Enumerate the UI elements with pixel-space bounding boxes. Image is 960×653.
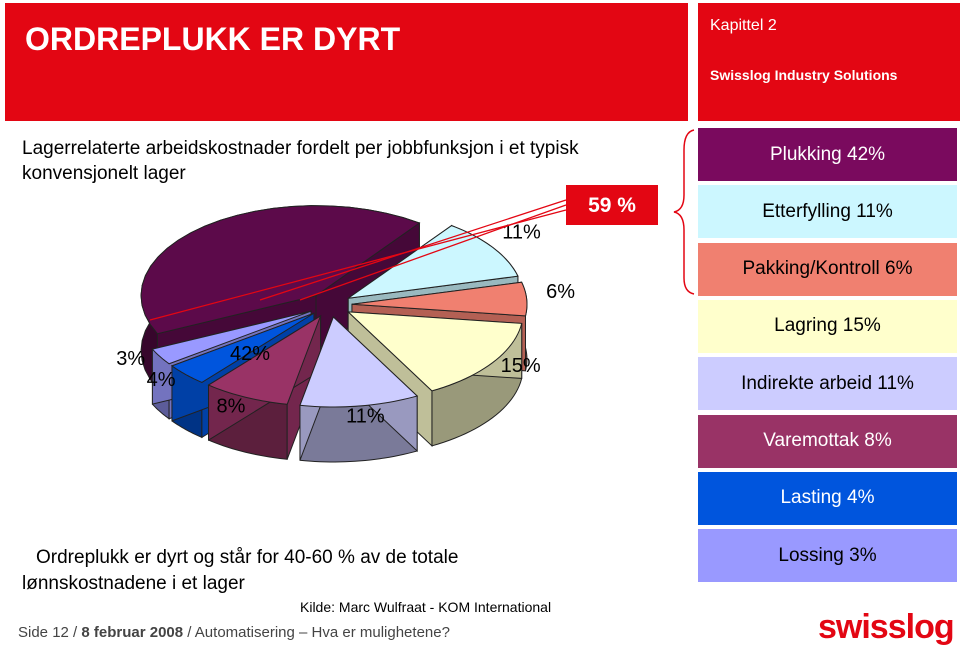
swisslog-logo: swisslog	[818, 608, 954, 646]
callout-label: 59 %	[588, 194, 636, 217]
pie-value-label: 6%	[546, 280, 576, 303]
pie-value-label: 15%	[500, 355, 541, 378]
footer-page: Side 12 /	[18, 624, 82, 641]
legend-item: Pakking/Kontroll 6%	[698, 243, 957, 296]
legend-item: Lagring 15%	[698, 300, 957, 353]
pie-value-label: 4%	[146, 369, 176, 392]
chart-subtitle: Lagerrelaterte arbeidskostnader fordelt per jobbfunksjon i et typisk konvensjonelt lager	[22, 138, 579, 184]
legend-item: Varemottak 8%	[698, 415, 957, 468]
slide-title: ORDREPLUKK ER DYRT	[25, 21, 401, 57]
legend-item: Plukking 42%	[698, 128, 957, 181]
footer	[18, 624, 450, 641]
conclusion-line-2: lønnskostnadene i et lager	[22, 573, 245, 594]
legend-item: Indirekte arbeid 11%	[698, 357, 957, 410]
source-note: Kilde: Marc Wulfraat - KOM International	[300, 599, 552, 615]
legend-item: Etterfylling 11%	[698, 185, 957, 238]
pie-value-label: 8%	[216, 395, 246, 418]
chapter-label: Kapittel 2	[710, 17, 777, 34]
pie-value-label: 11%	[346, 405, 385, 428]
footer-topic: / Automatisering – Hva er mulighetene?	[183, 624, 450, 641]
chapter-bar	[698, 3, 960, 121]
footer-date: 8 februar 2008	[81, 624, 184, 641]
bracket	[674, 130, 694, 294]
pie-value-label: 3%	[116, 348, 146, 371]
company-name: Swisslog Industry Solutions	[710, 67, 898, 83]
legend-item: Lasting 4%	[698, 472, 957, 525]
legend-item: Lossing 3%	[698, 529, 957, 582]
pie-value-label: 42%	[230, 342, 271, 365]
pie-value-label: 11%	[502, 221, 541, 244]
conclusion	[22, 545, 602, 597]
conclusion-line-1: Ordreplukk er dyrt og står for 40-60 % av de totale	[36, 547, 459, 568]
